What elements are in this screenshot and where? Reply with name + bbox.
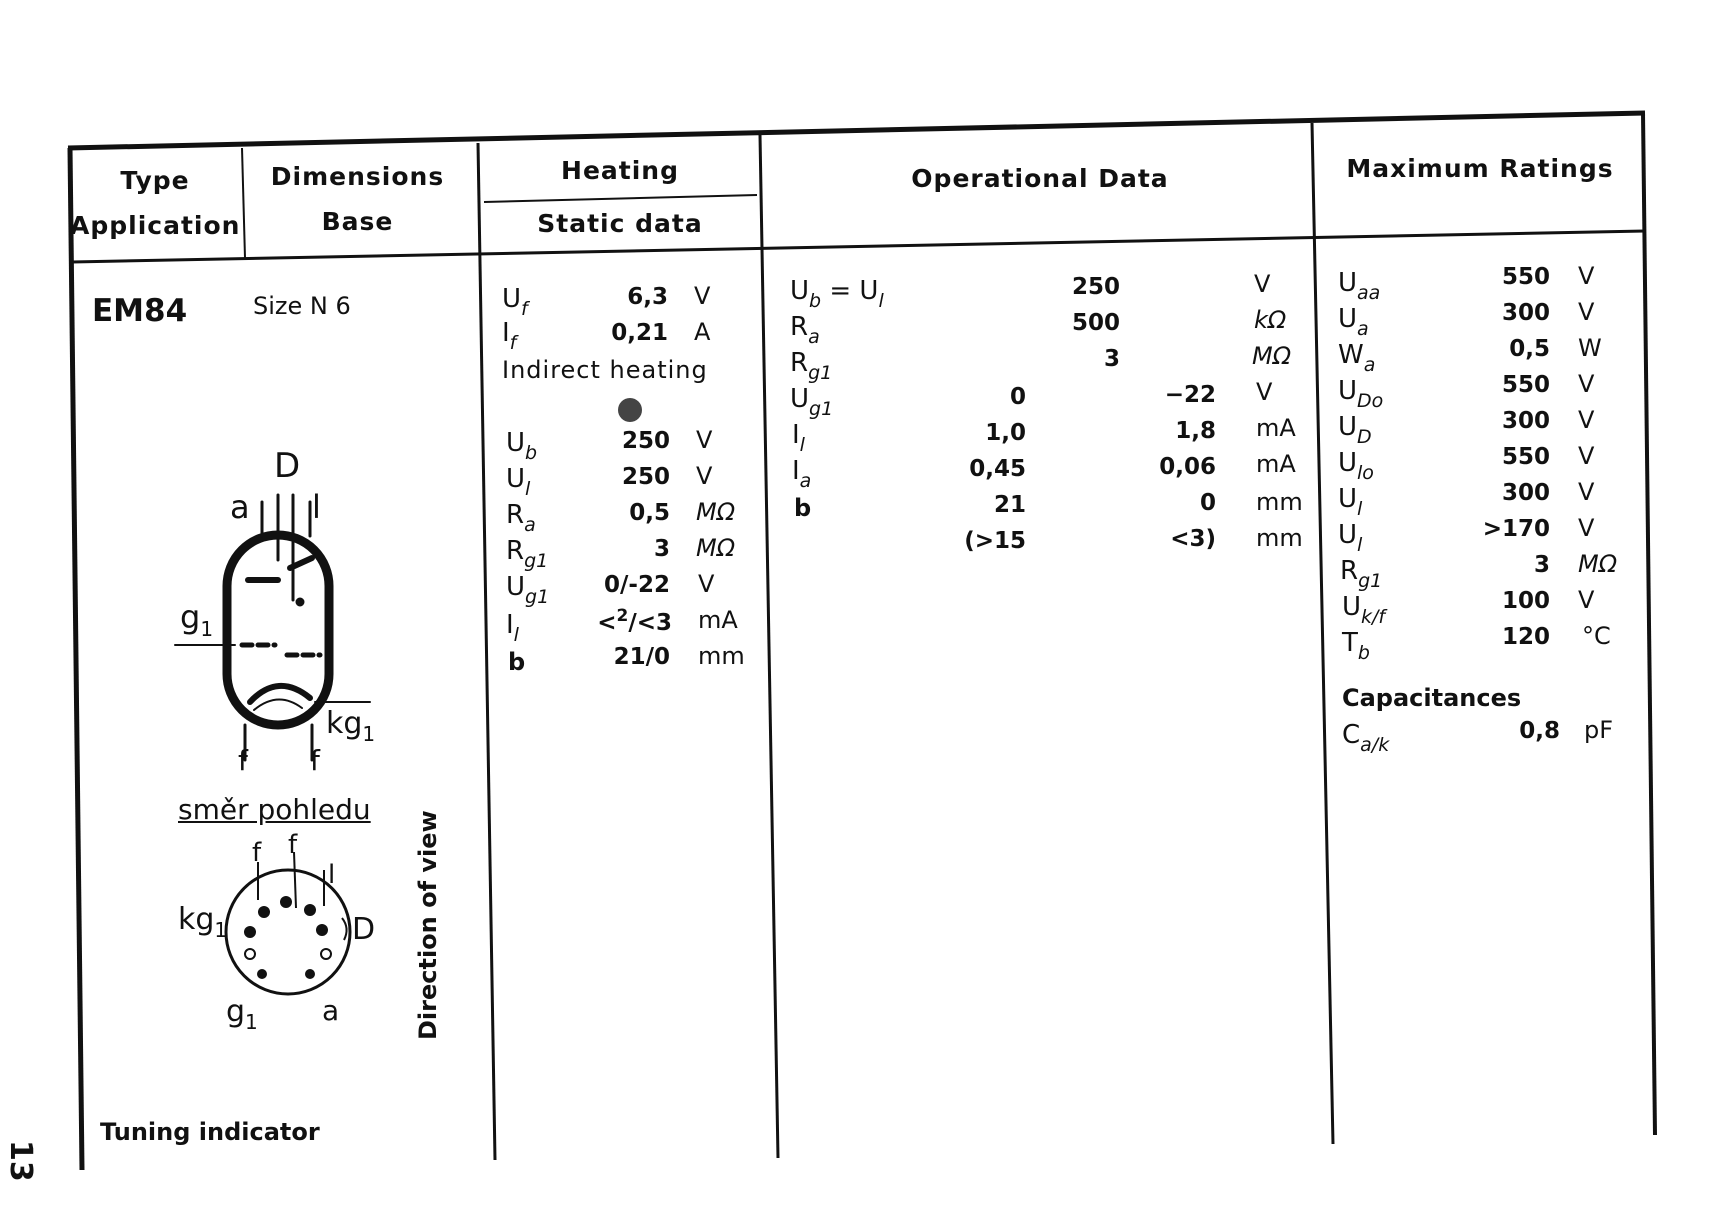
max-rg1-value: 3 [1533,552,1550,578]
header-operational-data: Operational Data [911,164,1169,193]
header-static-data: Static data [537,209,703,238]
static-ul-unit: V [696,462,713,490]
op-ra-symbol: $R_a$ [790,312,820,348]
max-ul-value: 300 [1501,480,1550,506]
max-uaa-symbol: $U_{aa}$ [1338,268,1381,304]
page-number: 13 [3,1140,38,1182]
max-ua-unit: V [1578,298,1595,326]
op-b-range-value-1: (>15 [964,528,1026,554]
header-application: Application [70,211,241,240]
static-ug1-value: 0/-22 [604,572,670,598]
static-ug1-symbol: $U_{g1}$ [506,572,550,608]
max-ud-symbol: $U_D$ [1338,412,1372,448]
max-wa-unit: W [1578,334,1602,362]
max-ul-min-unit: V [1578,514,1595,542]
tube-application: Tuning indicator [100,1118,320,1146]
diagram-label-a: a [230,488,250,526]
static-ub-value: 250 [621,428,670,454]
max-ulo-symbol: $U_{lo}$ [1338,448,1374,484]
static-ub-unit: V [696,426,713,454]
max-ul-symbol: $U_l$ [1338,484,1363,520]
op-ub-ul-unit: V [1254,270,1271,298]
op-b-symbol: b [794,494,812,522]
static-rg1-unit: MΩ [696,534,736,562]
heating-if-symbol: $I_f$ [502,318,517,354]
diagram-label-g1: $g_1$ [180,598,214,641]
op-ub-ul-symbol: $U_b = U_l$ [790,276,884,312]
tube-size: Size N 6 [253,292,351,320]
heating-indirect: Indirect heating [502,356,708,384]
max-tb-symbol: $T_b$ [1342,628,1370,664]
base-label-l: l [328,860,336,890]
op-ug1-value-1: 0 [1009,384,1026,410]
max-udo-symbol: $U_{Do}$ [1338,376,1384,412]
base-label-g1: $g_1$ [226,994,258,1034]
max-udo-unit: V [1578,370,1595,398]
static-b-value: 21/0 [613,644,670,670]
max-ua-value: 300 [1501,300,1550,326]
static-ul-value: 250 [621,464,670,490]
header-maximum-ratings: Maximum Ratings [1346,154,1614,183]
op-b-value-1: 21 [993,492,1026,518]
op-ug1-value-2: −22 [1164,382,1216,408]
static-b-unit: mm [698,642,745,670]
max-wa-symbol: $W_a$ [1338,340,1376,376]
base-label-kg1: $kg_1$ [178,902,228,942]
op-rg1-unit: MΩ [1252,342,1292,370]
heating-uf-unit: V [694,282,711,310]
static-ub-symbol: $U_b$ [506,428,538,464]
op-rg1-symbol: $R_{g1}$ [790,348,833,384]
max-rg1-unit: MΩ [1578,550,1618,578]
indirect-heating-symbol [618,398,642,422]
tube-type: EM84 [92,293,188,329]
static-ra-symbol: $R_a$ [506,500,536,536]
op-ug1-symbol: $U_{g1}$ [790,384,834,420]
op-b-range-value-2: <3) [1170,526,1216,552]
static-il-unit: mA [698,606,738,634]
static-b-symbol: b [508,648,526,676]
max-tb-value: 120 [1501,624,1550,650]
op-b-unit: mm [1256,488,1303,516]
static-il-value: <$^2$/<3 [597,606,672,636]
max-ukf-symbol: $U_{k/f}$ [1342,592,1386,628]
cap-cak-unit: pF [1584,716,1614,744]
op-il-value-1: 1,0 [985,420,1026,446]
view-direction-cz: směr pohledu [178,793,371,826]
max-ua-symbol: $U_a$ [1338,304,1369,340]
capacitances-heading: Capacitances [1342,684,1522,712]
max-ukf-unit: V [1578,586,1595,614]
view-direction-en: Direction of view [414,810,442,1040]
op-ia-symbol: $I_a$ [792,456,812,492]
max-rg1-symbol: $R_{g1}$ [1340,556,1383,592]
max-ulo-unit: V [1578,442,1595,470]
max-tb-unit: °C [1582,622,1611,650]
max-wa-value: 0,5 [1509,336,1550,362]
max-uaa-value: 550 [1501,264,1550,290]
static-ug1-unit: V [698,570,715,598]
op-b-range-unit: mm [1256,524,1303,552]
max-ud-value: 300 [1501,408,1550,434]
op-ia-unit: mA [1256,450,1296,478]
op-ia-value-2: 0,06 [1159,454,1216,480]
header-base: Base [321,207,394,236]
heating-if-unit: A [694,318,711,346]
header-dimensions: Dimensions [270,162,445,191]
max-ul-min-symbol: $U_l$ [1338,520,1363,556]
op-il-value-2: 1,8 [1175,418,1216,444]
diagram-label-f2: f [310,744,320,777]
heating-uf-symbol: $U_f$ [502,284,528,320]
op-il-symbol: $I_l$ [792,420,805,456]
static-il-symbol: $I_l$ [506,610,519,646]
cap-cak-value: 0,8 [1519,718,1560,744]
base-label-a: a [322,994,340,1027]
max-ul-min-value: >170 [1482,516,1550,542]
op-il-unit: mA [1256,414,1296,442]
max-ulo-value: 550 [1501,444,1550,470]
static-rg1-value: 3 [653,536,670,562]
cap-cak-symbol: $C_{a/k}$ [1342,720,1390,756]
static-ra-unit: MΩ [696,498,736,526]
static-rg1-symbol: $R_{g1}$ [506,536,549,572]
diagram-label-d: D [274,446,301,486]
op-b-value-2: 0 [1199,490,1216,516]
op-ub-ul-value: 250 [1071,274,1120,300]
op-rg1-value: 3 [1103,346,1120,372]
diagram-label-l: l [312,488,321,526]
max-ul-unit: V [1578,478,1595,506]
static-ul-symbol: $U_l$ [506,464,531,500]
base-label-d: D [352,912,376,947]
heating-if-value: 0,21 [611,320,668,346]
static-ra-value: 0,5 [629,500,670,526]
op-ia-value-1: 0,45 [969,456,1026,482]
base-label-f1: f [252,838,262,868]
diagram-label-kg1: $kg_1$ [326,706,376,746]
header-type: Type [120,166,190,195]
max-ukf-value: 100 [1501,588,1550,614]
heating-uf-value: 6,3 [627,284,668,310]
op-ra-value: 500 [1071,310,1120,336]
header-heating: Heating [561,156,679,185]
op-ug1-unit: V [1256,378,1273,406]
max-uaa-unit: V [1578,262,1595,290]
diagram-label-f1: f [238,744,248,777]
op-ra-unit: kΩ [1254,306,1287,334]
max-udo-value: 550 [1501,372,1550,398]
base-label-f2: f [288,830,298,860]
max-ud-unit: V [1578,406,1595,434]
